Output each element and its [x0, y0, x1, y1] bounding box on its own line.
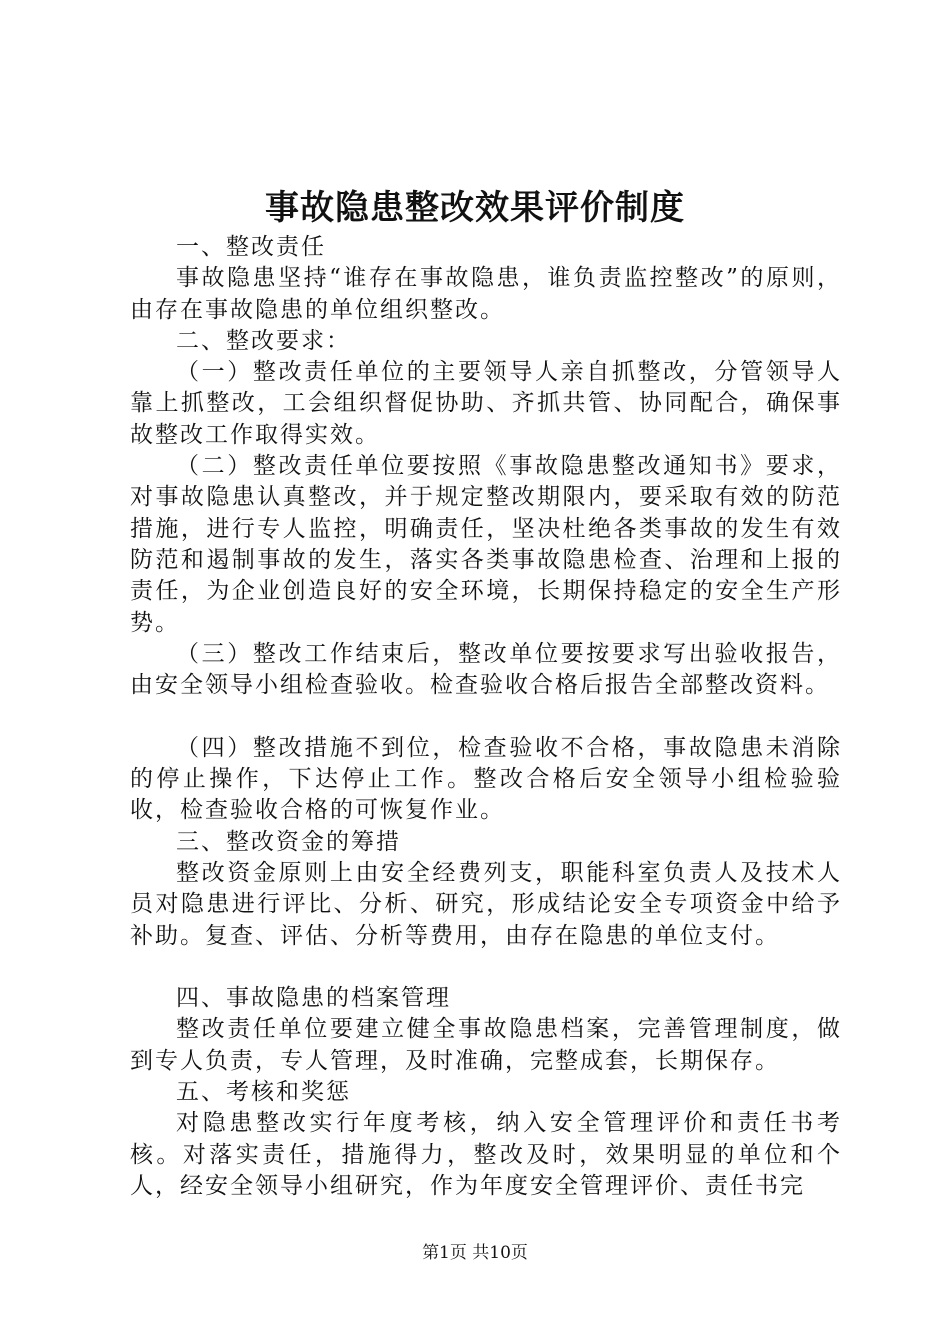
paragraph-requirement-3: （三）整改工作结束后，整改单位要按要求写出验收报告，由安全领导小组检查验收。检查验收合格后报告全部整改资料。	[130, 640, 842, 699]
paragraph-assessment: 对隐患整改实行年度考核，纳入安全管理评价和责任书考核。对落实责任，措施得力，整改及时，效果明显的单位和个人，经安全领导小组研究，作为年度安全管理评价、责任书完	[130, 1110, 842, 1199]
paragraph-requirement-2: （二）整改责任单位要按照《事故隐患整改通知书》要求，对事故隐患认真整改，并于规定整改期限内，要采取有效的防范措施，进行专人监控，明确责任，坚决杜绝各类事故的发生有效防范和遏制事故的发生，落实各类事故隐患检查、治理和上报的责任，为企业创造良好的安全环境，长期保持稳定的安全生产形势。	[130, 453, 842, 636]
document-title: 事故隐患整改效果评价制度	[265, 188, 685, 228]
section-heading-5: 五、考核和奖惩	[176, 1079, 351, 1106]
section-heading-4: 四、事故隐患的档案管理	[176, 985, 451, 1012]
section-heading-1: 一、整改责任	[176, 234, 326, 260]
document-body	[130, 232, 842, 1202]
section-heading-2: 二、整改要求：	[176, 327, 351, 354]
paragraph-requirement-4: （四）整改措施不到位，检查验收不合格，事故隐患未消除的停止操作，下达停止工作。整改合格后安全领导小组检验验收，检查验收合格的可恢复作业。	[130, 734, 842, 824]
paragraph-requirement-1: （一）整改责任单位的主要领导人亲自抓整改，分管领导人靠上抓整改，工会组织督促协助、齐抓共管、协同配合，确保事故整改工作取得实效。	[130, 359, 842, 448]
paragraph-archive: 整改责任单位要建立健全事故隐患档案，完善管理制度，做到专人负责，专人管理，及时准确，完整成套，长期保存。	[130, 1016, 842, 1074]
page-number-footer: 第1页 共10页	[422, 1243, 528, 1263]
paragraph-funding: 整改资金原则上由安全经费列支，职能科室负责人及技术人员对隐患进行评比、分析、研究，形成结论安全专项资金中给予补助。复查、评估、分析等费用，由存在隐患的单位支付。	[130, 859, 842, 949]
section-heading-3: 三、整改资金的筹措	[176, 828, 401, 855]
paragraph-responsibility: 事故隐患坚持“谁存在事故隐患，谁负责监控整改”的原则，由存在事故隐患的单位组织整改。	[130, 265, 842, 323]
